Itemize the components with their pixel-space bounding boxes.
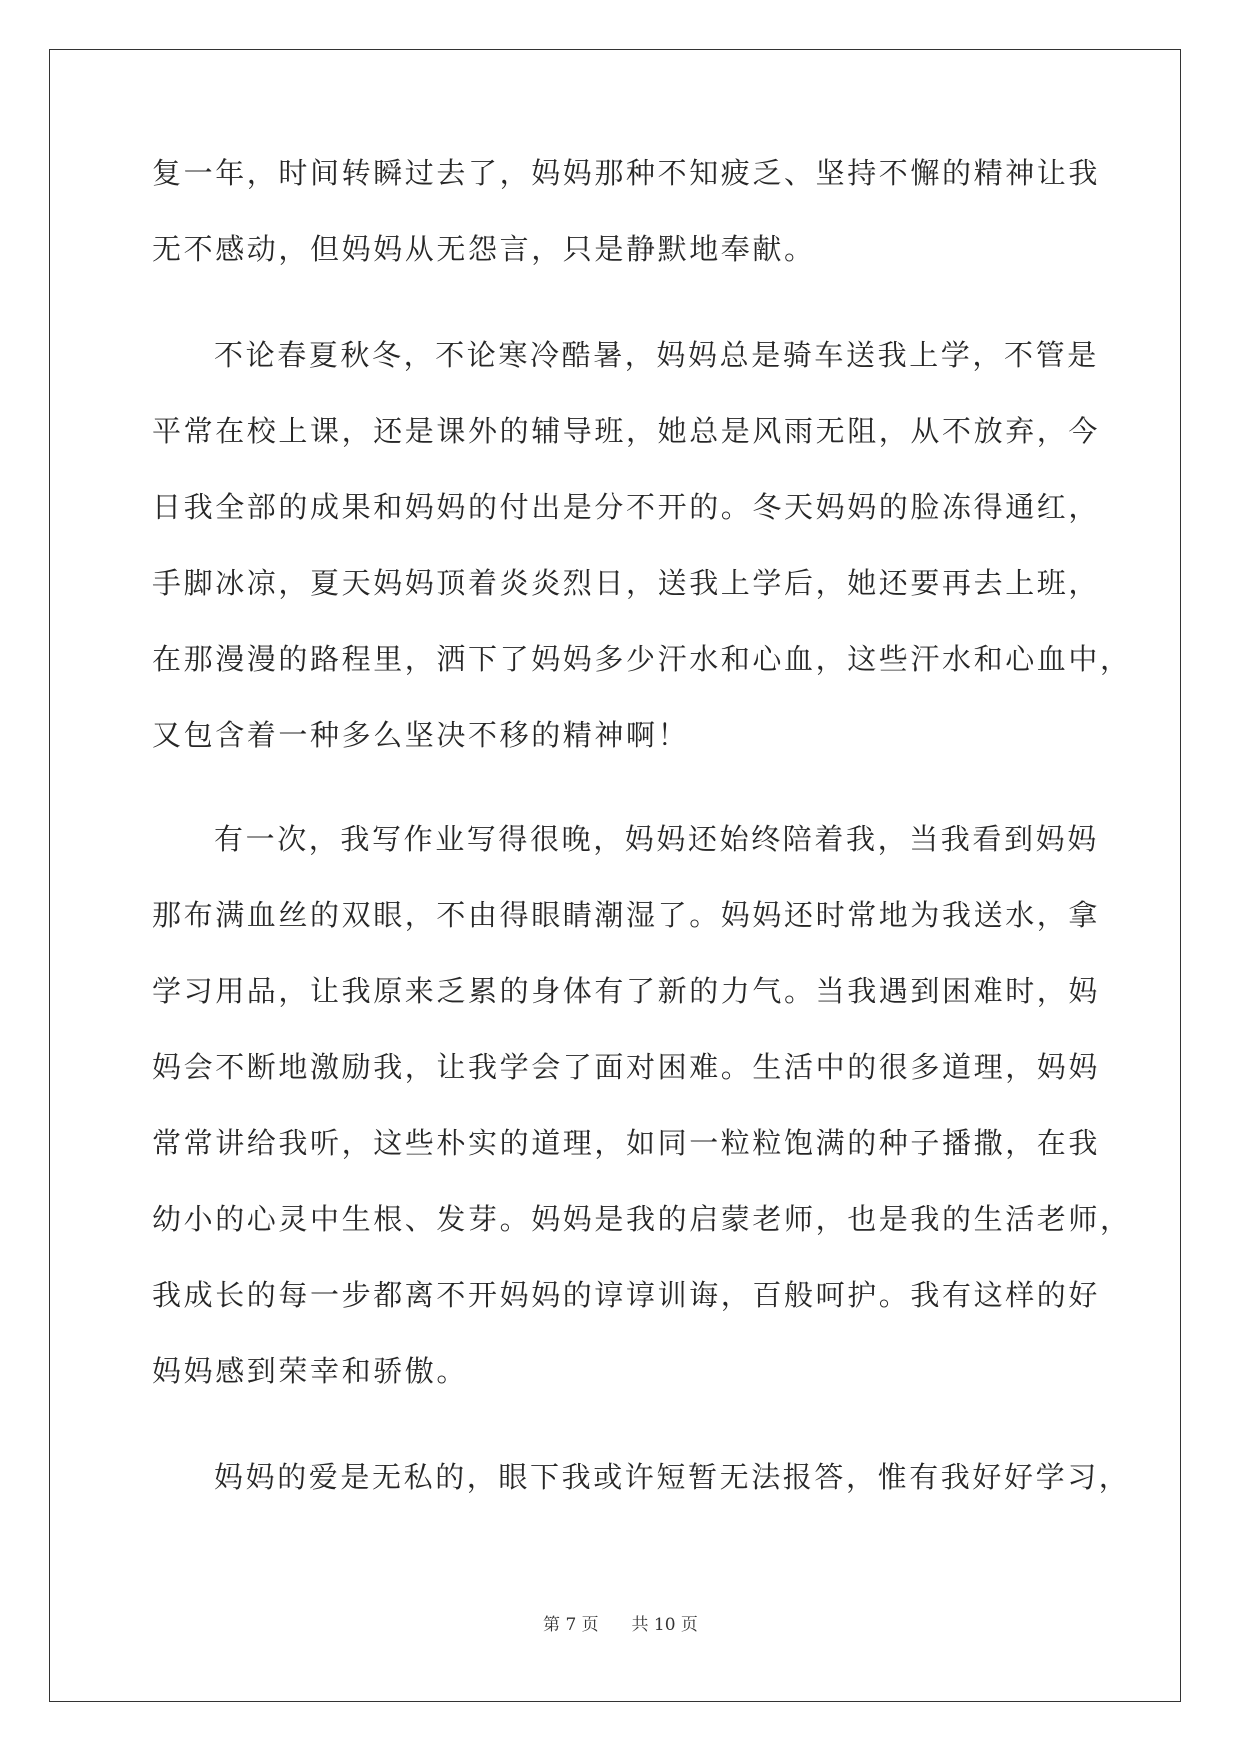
- page-number: 第 7 页: [543, 1615, 599, 1635]
- page-footer: [0, 1610, 1241, 1635]
- text-line: 幼小的心灵中生根、发芽。妈妈是我的启蒙老师，也是我的生活老师，: [152, 1202, 1132, 1236]
- text-line: 无不感动，但妈妈从无怨言，只是静默地奉献。: [152, 232, 816, 266]
- text-line: 妈妈感到荣幸和骄傲。: [152, 1354, 469, 1388]
- paragraph-start-line: 有一次，我写作业写得很晚，妈妈还始终陪着我，当我看到妈妈: [214, 822, 1099, 856]
- paragraph-start-line: 妈妈的爱是无私的，眼下我或许短暂无法报答，惟有我好好学习，: [214, 1460, 1131, 1494]
- text-line: 学习用品，让我原来乏累的身体有了新的力气。当我遇到困难时，妈: [152, 974, 1101, 1008]
- text-line: 妈会不断地激励我，让我学会了面对困难。生活中的很多道理，妈妈: [152, 1050, 1101, 1084]
- text-line: 在那漫漫的路程里，洒下了妈妈多少汗水和心血，这些汗水和心血中，: [152, 642, 1132, 676]
- text-line: 那布满血丝的双眼，不由得眼睛潮湿了。妈妈还时常地为我送水，拿: [152, 898, 1101, 932]
- text-line: 常常讲给我听，这些朴实的道理，如同一粒粒饱满的种子播撒，在我: [152, 1126, 1101, 1160]
- text-line: 又包含着一种多么坚决不移的精神啊！: [152, 718, 690, 752]
- text-line: 平常在校上课，还是课外的辅导班，她总是风雨无阻，从不放弃，今: [152, 414, 1101, 448]
- text-line: 手脚冰凉，夏天妈妈顶着炎炎烈日，送我上学后，她还要再去上班，: [152, 566, 1101, 600]
- text-line: 日我全部的成果和妈妈的付出是分不开的。冬天妈妈的脸冻得通红，: [152, 490, 1101, 524]
- text-line: 我成长的每一步都离不开妈妈的谆谆训诲，百般呵护。我有这样的好: [152, 1278, 1101, 1312]
- text-line: 复一年，时间转瞬过去了，妈妈那种不知疲乏、坚持不懈的精神让我: [152, 156, 1101, 190]
- paragraph-start-line: 不论春夏秋冬，不论寒冷酷暑，妈妈总是骑车送我上学，不管是: [214, 338, 1099, 372]
- page-total: 共 10 页: [631, 1615, 698, 1635]
- page-frame: [49, 49, 1181, 1702]
